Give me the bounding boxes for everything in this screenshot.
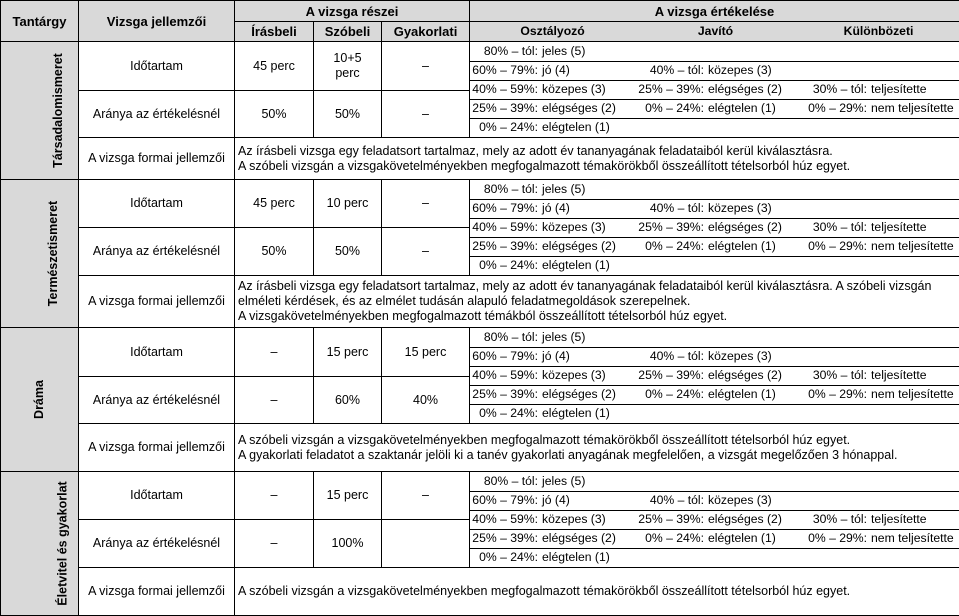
header-written: Írásbeli [235, 22, 314, 42]
ratio-oral: 50% [314, 228, 382, 276]
duration-written: – [235, 472, 314, 520]
subject-cell [1, 328, 79, 472]
remedial-2-value: elégséges (2) [706, 218, 796, 237]
formal-description [235, 568, 959, 616]
grade-1-value: elégtelen (1) [540, 404, 633, 423]
grade-2-range: 25% – 39%: [470, 237, 540, 256]
duration-label: Időtartam [79, 328, 235, 377]
grade-3-range: 40% – 59%: [470, 510, 540, 529]
ratio-practical: – [382, 91, 470, 138]
grade-2-value: elégséges (2) [540, 237, 633, 256]
grade-4-value: jó (4) [540, 491, 633, 510]
grade-4-range: 60% – 79%: [470, 347, 540, 366]
subject-cell [1, 472, 79, 616]
remedial-2-value: elégséges (2) [706, 80, 796, 99]
special-pass-value: teljesítette [869, 80, 959, 99]
grade-3-value: közepes (3) [540, 218, 633, 237]
duration-oral: 10+5 perc [314, 42, 382, 91]
header-special: Különbözeti [796, 22, 959, 41]
ratio-label: Aránya az értékelésnél [79, 377, 235, 424]
duration-oral: 10 perc [314, 180, 382, 228]
ratio-written: 50% [235, 228, 314, 276]
ratio-written: – [235, 520, 314, 568]
duration-practical: 15 perc [382, 328, 470, 377]
remedial-3-range: 40% – tól: [633, 61, 706, 80]
formal-label: A vizsga formai jellemzői [79, 138, 235, 180]
remedial-1-value: elégtelen (1) [706, 529, 796, 548]
grade-3-value: közepes (3) [540, 366, 633, 385]
special-fail-range: 0% – 29%: [796, 529, 869, 548]
remedial-2-value: elégséges (2) [706, 510, 796, 529]
grade-3-range: 40% – 59%: [470, 80, 540, 99]
grade-1-range: 0% – 24%: [470, 548, 540, 567]
grade-3-value: közepes (3) [540, 80, 633, 99]
special-fail-value: nem teljesítette [869, 385, 959, 404]
remedial-3-value: közepes (3) [706, 491, 796, 510]
formal-text: Az írásbeli vizsga egy feladatsort tartalmaz, mely az adott év tananyagának feladataiból kerül kiválasztásra. [238, 144, 833, 158]
duration-written: – [235, 328, 314, 377]
ratio-label: Aránya az értékelésnél [79, 228, 235, 276]
duration-label: Időtartam [79, 472, 235, 520]
remedial-3-range: 40% – tól: [633, 347, 706, 366]
remedial-1-range: 0% – 24%: [633, 385, 706, 404]
grading-block [470, 328, 959, 424]
grade-4-range: 60% – 79%: [470, 491, 540, 510]
grade-5-range: 80% – tól: [470, 472, 540, 491]
subject-name: Életvitel és gyakorlat [56, 481, 71, 605]
ratio-practical: 40% [382, 377, 470, 424]
grade-5-value: jeles (5) [540, 42, 633, 61]
ratio-written: 50% [235, 91, 314, 138]
grade-5-value: jeles (5) [540, 472, 633, 491]
ratio-oral: 50% [314, 91, 382, 138]
remedial-3-range: 40% – tól: [633, 199, 706, 218]
formal-text: A szóbeli vizsgán a vizsgakövetelményekben megfogalmazott témakörökből összeállított tételsorból húz egyet. [238, 433, 850, 447]
grade-2-value: elégséges (2) [540, 385, 633, 404]
header-exam-feature: Vizsga jellemzői [79, 1, 235, 42]
special-fail-value: nem teljesítette [869, 99, 959, 118]
subject-name: Dráma [32, 380, 47, 419]
remedial-2-range: 25% – 39%: [633, 80, 706, 99]
subject-name: Természetismeret [46, 201, 61, 306]
header-exam-parts: A vizsga részei [235, 1, 470, 22]
grade-2-range: 25% – 39%: [470, 529, 540, 548]
grade-2-value: elégséges (2) [540, 529, 633, 548]
grade-1-value: elégtelen (1) [540, 548, 633, 567]
grade-4-value: jó (4) [540, 199, 633, 218]
grade-1-value: elégtelen (1) [540, 118, 633, 137]
special-fail-range: 0% – 29%: [796, 237, 869, 256]
remedial-3-value: közepes (3) [706, 61, 796, 80]
ratio-practical [382, 520, 470, 568]
grade-5-value: jeles (5) [540, 180, 633, 199]
special-pass-value: teljesítette [869, 510, 959, 529]
remedial-3-value: közepes (3) [706, 199, 796, 218]
grade-3-range: 40% – 59%: [470, 366, 540, 385]
formal-label: A vizsga formai jellemzői [79, 568, 235, 616]
special-fail-range: 0% – 29%: [796, 385, 869, 404]
special-pass-value: teljesítette [869, 218, 959, 237]
grade-3-value: közepes (3) [540, 510, 633, 529]
grade-4-range: 60% – 79%: [470, 199, 540, 218]
grade-2-range: 25% – 39%: [470, 99, 540, 118]
grade-4-value: jó (4) [540, 61, 633, 80]
formal-text-2: A gyakorlati feladatot a szaktanár jelöli ki a tanév gyakorlati anyagának megfelelően, a vizsgát megelőzően 3 hónappal. [238, 448, 897, 462]
remedial-2-range: 25% – 39%: [633, 510, 706, 529]
remedial-1-range: 0% – 24%: [633, 529, 706, 548]
special-pass-range: 30% – tól: [796, 510, 869, 529]
subject-name: Társadalomismeret [51, 53, 66, 168]
remedial-2-range: 25% – 39%: [633, 218, 706, 237]
grade-3-range: 40% – 59%: [470, 218, 540, 237]
remedial-1-range: 0% – 24%: [633, 99, 706, 118]
duration-written: 45 perc [235, 42, 314, 91]
formal-text: A szóbeli vizsgán a vizsgakövetelményekben megfogalmazott témakörökből összeállított tételsorból húz egyet. [238, 584, 850, 598]
ratio-label: Aránya az értékelésnél [79, 520, 235, 568]
duration-practical: – [382, 42, 470, 91]
formal-label: A vizsga formai jellemzői [79, 276, 235, 328]
grade-2-range: 25% – 39%: [470, 385, 540, 404]
grade-5-range: 80% – tól: [470, 180, 540, 199]
header-evaluation: A vizsga értékelése [470, 1, 959, 22]
grade-1-value: elégtelen (1) [540, 256, 633, 275]
grade-4-range: 60% – 79%: [470, 61, 540, 80]
remedial-3-range: 40% – tól: [633, 491, 706, 510]
header-remedial: Javító [633, 22, 796, 41]
grading-block [470, 42, 959, 138]
header-evaluation-types [470, 22, 959, 42]
ratio-practical: – [382, 228, 470, 276]
subject-cell [1, 180, 79, 328]
formal-text: Az írásbeli vizsga egy feladatsort tartalmaz, mely az adott év tananyagának feladataiból kerül kiválasztásra. A szóbeli vizsgán elméleti kérdések, és az elmélet tudásán alapuló feladatmegoldások szerepelnek. [238, 279, 931, 308]
header-practical: Gyakorlati [382, 22, 470, 42]
special-pass-range: 30% – tól: [796, 218, 869, 237]
remedial-1-range: 0% – 24%: [633, 237, 706, 256]
special-pass-value: teljesítette [869, 366, 959, 385]
ratio-written: – [235, 377, 314, 424]
remedial-1-value: elégtelen (1) [706, 385, 796, 404]
grade-1-range: 0% – 24%: [470, 118, 540, 137]
duration-practical: – [382, 472, 470, 520]
formal-label: A vizsga formai jellemzői [79, 424, 235, 472]
remedial-2-value: elégséges (2) [706, 366, 796, 385]
grade-5-value: jeles (5) [540, 328, 633, 347]
remedial-1-value: elégtelen (1) [706, 237, 796, 256]
duration-practical: – [382, 180, 470, 228]
formal-text-2: A vizsgakövetelményekben megfogalmazott témákból összeállított tételsorból húz egyet. [238, 309, 727, 323]
special-fail-value: nem teljesítette [869, 529, 959, 548]
remedial-3-value: közepes (3) [706, 347, 796, 366]
duration-oral: 15 perc [314, 472, 382, 520]
formal-description [235, 138, 959, 180]
ratio-oral: 100% [314, 520, 382, 568]
subject-cell [1, 42, 79, 180]
special-pass-range: 30% – tól: [796, 366, 869, 385]
duration-label: Időtartam [79, 42, 235, 91]
header-subject: Tantárgy [1, 1, 79, 42]
remedial-2-range: 25% – 39%: [633, 366, 706, 385]
ratio-oral: 60% [314, 377, 382, 424]
special-fail-range: 0% – 29%: [796, 99, 869, 118]
formal-description [235, 276, 959, 328]
ratio-label: Aránya az értékelésnél [79, 91, 235, 138]
duration-label: Időtartam [79, 180, 235, 228]
grade-2-value: elégséges (2) [540, 99, 633, 118]
header-graded: Osztályozó [470, 22, 633, 41]
duration-oral: 15 perc [314, 328, 382, 377]
formal-description [235, 424, 959, 472]
header-oral: Szóbeli [314, 22, 382, 42]
formal-text-2: A szóbeli vizsgán a vizsgakövetelményekben megfogalmazott témakörökből összeállított tételsorból húz egyet. [238, 159, 850, 173]
special-fail-value: nem teljesítette [869, 237, 959, 256]
grade-1-range: 0% – 24%: [470, 256, 540, 275]
remedial-1-value: elégtelen (1) [706, 99, 796, 118]
grade-4-value: jó (4) [540, 347, 633, 366]
grading-block [470, 472, 959, 568]
grade-5-range: 80% – tól: [470, 328, 540, 347]
duration-written: 45 perc [235, 180, 314, 228]
grade-5-range: 80% – tól: [470, 42, 540, 61]
special-pass-range: 30% – tól: [796, 80, 869, 99]
grading-block [470, 180, 959, 276]
grade-1-range: 0% – 24%: [470, 404, 540, 423]
